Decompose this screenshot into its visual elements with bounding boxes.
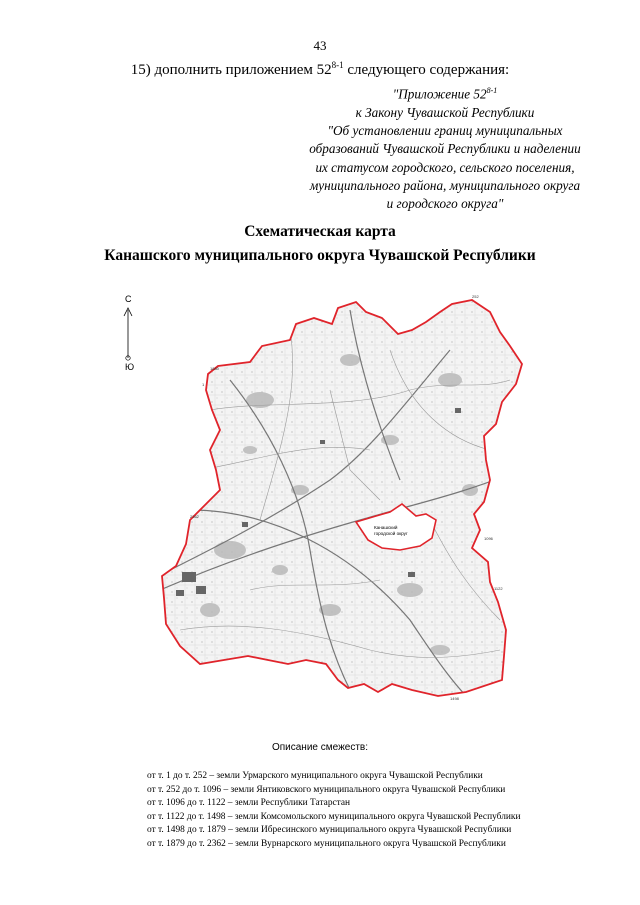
amendment-intro: [0, 60, 640, 79]
adjacency-item: от т. 252 до т. 1096 – земли Янтиковского муниципального округа Чувашской Республики: [147, 784, 506, 795]
appendix-heading: [290, 82, 600, 213]
intro-prefix: 15) дополнить приложением 52: [130, 62, 332, 78]
district-map: [150, 290, 530, 710]
compass-south-label: Ю: [125, 362, 135, 372]
adjacency-item: от т. 1 до т. 252 – земли Урмарского муниципального округа Чувашской Республики: [147, 771, 483, 781]
appendix-title-prefix: "Приложение 52: [392, 86, 487, 102]
map-title: [0, 220, 640, 268]
compass: [120, 294, 140, 374]
district-map-svg: [150, 290, 530, 710]
appendix-line-4: образований Чувашской Республики и наделении: [309, 141, 581, 157]
appendix-line-1: [290, 82, 600, 104]
point-label: 252: [472, 294, 479, 299]
appendix-line-3: "Об установлении границ муниципальных: [327, 122, 563, 138]
compass-north-label: С: [125, 294, 132, 304]
map-terrain: [150, 290, 530, 710]
enclave-label-1: Канашский: [374, 525, 398, 530]
adjacency-heading: Описание смежеств:: [271, 742, 369, 753]
point-label: 1122: [494, 586, 503, 591]
appendix-line-2: к Закону Чувашской Республики: [355, 104, 535, 120]
point-label: 1: [202, 382, 205, 387]
page-number: 43: [313, 38, 327, 53]
appendix-line-7: и городского округа": [386, 196, 504, 212]
intro-superscript: 8-1: [331, 60, 344, 70]
adjacency-list: [147, 770, 617, 851]
point-label: 2362: [190, 514, 199, 519]
point-label: 1096: [484, 536, 493, 541]
point-label: 1880: [210, 366, 219, 371]
appendix-line-6: муниципального района, муниципального округа: [309, 177, 581, 193]
adjacency-item: от т. 1879 до т. 2362 – земли Вурнарского муниципального округа Чувашской Республики: [147, 838, 506, 849]
adjacency-item: от т. 1096 до т. 1122 – земли Республики Татарстан: [147, 798, 351, 808]
adjacency-item: от т. 1122 до т. 1498 – земли Комсомольского муниципального округа Чувашской Республики: [147, 811, 521, 822]
appendix-title-superscript: 8-1: [486, 86, 498, 95]
appendix-line-5: их статусом городского, сельского поселения,: [315, 159, 575, 175]
point-label: 1498: [450, 696, 459, 701]
map-title-line-1: Схематическая карта: [244, 223, 396, 240]
enclave-label-2: городской округ: [374, 531, 408, 536]
intro-suffix: следующего содержания:: [343, 62, 510, 78]
map-title-line-2: Канашского муниципального округа Чувашской Республики: [104, 247, 536, 264]
adjacency-item: от т. 1498 до т. 1879 – земли Ибресинского муниципального округа Чувашской Республики: [147, 825, 512, 835]
